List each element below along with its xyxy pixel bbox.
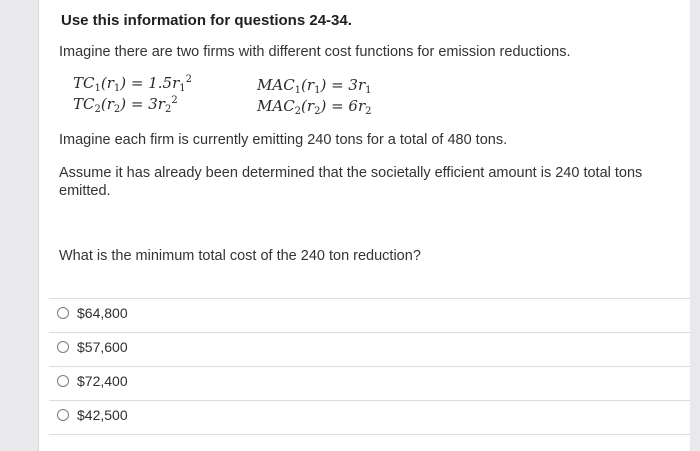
answer-option-2[interactable] (57, 339, 128, 355)
intro-text: Imagine there are two firms with different cost functions for emission reductions. (59, 44, 571, 60)
efficient-amount-text-cont: emitted. (59, 183, 111, 199)
answer-option-3[interactable] (57, 373, 128, 389)
question-heading: Use this information for questions 24-34. (61, 12, 352, 29)
efficient-amount-text: Assume it has already been determined that the societally efficient amount is 240 total tons (59, 165, 643, 181)
answer-option-label: $72,400 (77, 373, 128, 389)
radio-icon[interactable] (57, 375, 69, 387)
answer-option-4[interactable] (57, 407, 128, 423)
divider (49, 434, 690, 435)
answer-option-label: $57,600 (77, 339, 128, 355)
answer-option-label: $64,800 (77, 305, 128, 321)
divider (49, 298, 690, 299)
divider (49, 332, 690, 333)
equation-tc2: $TC_2(r_2) = 3r_2^2$ (73, 95, 178, 115)
divider (49, 366, 690, 367)
radio-icon[interactable] (57, 409, 69, 421)
answer-option-1[interactable] (57, 305, 128, 321)
divider (49, 400, 690, 401)
radio-icon[interactable] (57, 341, 69, 353)
equation-mac1: $MAC_1(r_1) = 3r_1$ (257, 76, 372, 96)
question-prompt: What is the minimum total cost of the 240 ton reduction? (59, 248, 421, 264)
question-card (38, 0, 690, 451)
emissions-text: Imagine each firm is currently emitting 240 tons for a total of 480 tons. (59, 132, 508, 148)
answer-option-label: $42,500 (77, 407, 128, 423)
equation-tc1: $TC_1(r_1) = 1.5r_1^2$ (73, 74, 192, 94)
equation-mac2: $MAC_2(r_2) = 6r_2$ (257, 97, 372, 117)
radio-icon[interactable] (57, 307, 69, 319)
